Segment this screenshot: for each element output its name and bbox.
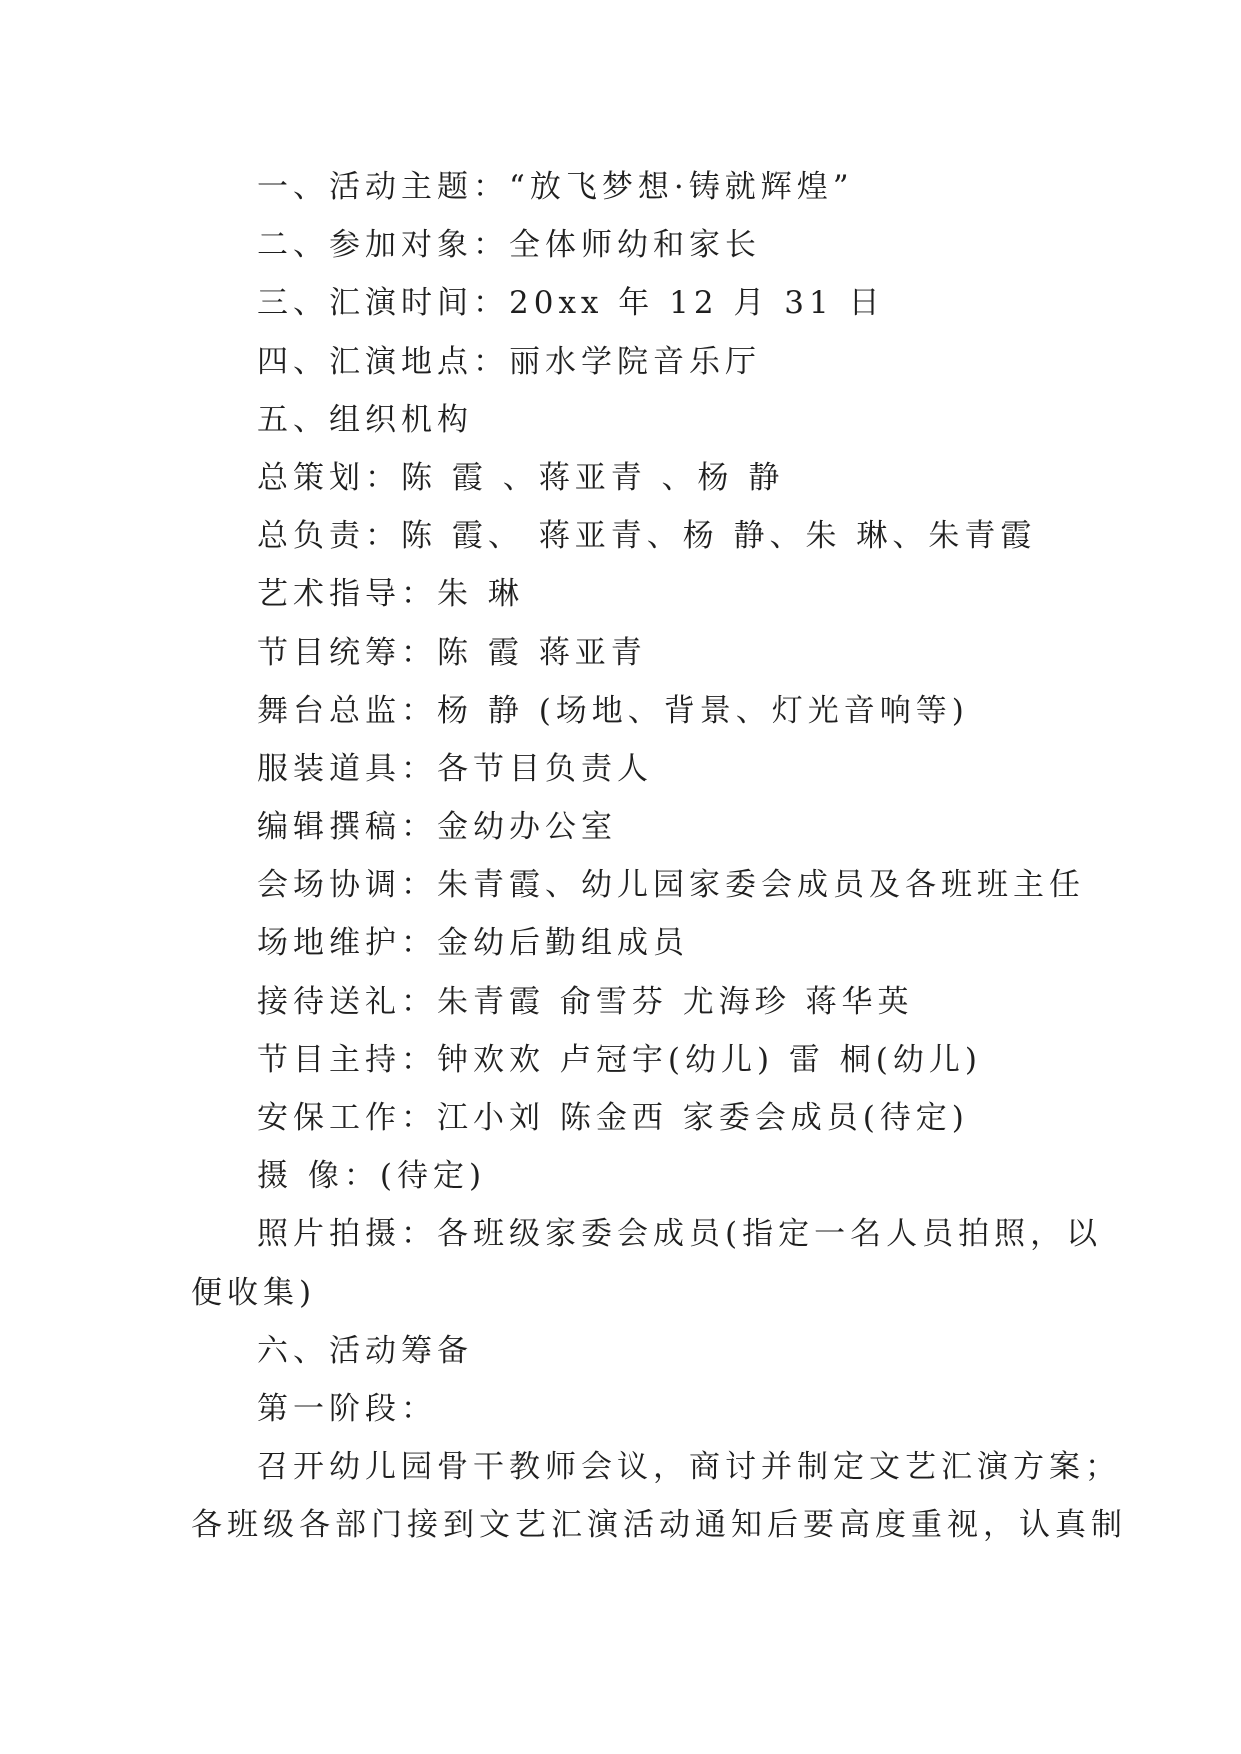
document-line: 场地维护：金幼后勤组成员 (257, 925, 689, 962)
document-line: 接待送礼：朱青霞 俞雪芬 尤海珍 蒋华英 (257, 983, 914, 1020)
document-line: 艺术指导：朱 琳 (257, 576, 524, 613)
document-line: 照片拍摄：各班级家委会成员(指定一名人员拍照，以 (257, 1216, 1103, 1253)
document-line: 各班级各部门接到文艺汇演活动通知后要高度重视，认真制 (191, 1507, 1127, 1544)
document-line: 会场协调：朱青霞、幼儿园家委会成员及各班班主任 (257, 867, 1085, 904)
document-line: 舞台总监：杨 静 (场地、背景、灯光音响等) (257, 692, 969, 729)
document-line: 节目统筹：陈 霞 蒋亚青 (257, 634, 647, 671)
document-line: 六、活动筹备 (257, 1332, 473, 1369)
document-line: 节目主持：钟欢欢 卢冠宇(幼儿) 雷 桐(幼儿) (257, 1041, 982, 1078)
document-body (191, 158, 1127, 1555)
document-line: 编辑撰稿：金幼办公室 (257, 809, 617, 846)
document-line: 便收集) (191, 1274, 317, 1311)
document-line: 服装道具：各节目负责人 (257, 750, 653, 787)
document-line: 五、组织机构 (257, 401, 473, 438)
document-line: 四、汇演地点：丽水学院音乐厅 (257, 343, 761, 380)
document-line: 三、汇演时间：20xx 年 12 月 31 日 (257, 285, 885, 322)
document-line: 总负责：陈 霞、 蒋亚青、杨 静、朱 琳、朱青霞 (257, 518, 1037, 555)
document-line: 第一阶段： (257, 1390, 437, 1427)
document-line: 总策划：陈 霞 、蒋亚青 、杨 静 (257, 459, 785, 496)
document-line: 一、活动主题：“放飞梦想·铸就辉煌” (257, 169, 854, 205)
document-line: 摄 像：(待定) (257, 1158, 487, 1195)
document-line: 召开幼儿园骨干教师会议，商讨并制定文艺汇演方案； (257, 1449, 1121, 1486)
document-line: 安保工作：江小刘 陈金西 家委会成员(待定) (257, 1100, 969, 1136)
document-line: 二、参加对象：全体师幼和家长 (257, 227, 761, 264)
